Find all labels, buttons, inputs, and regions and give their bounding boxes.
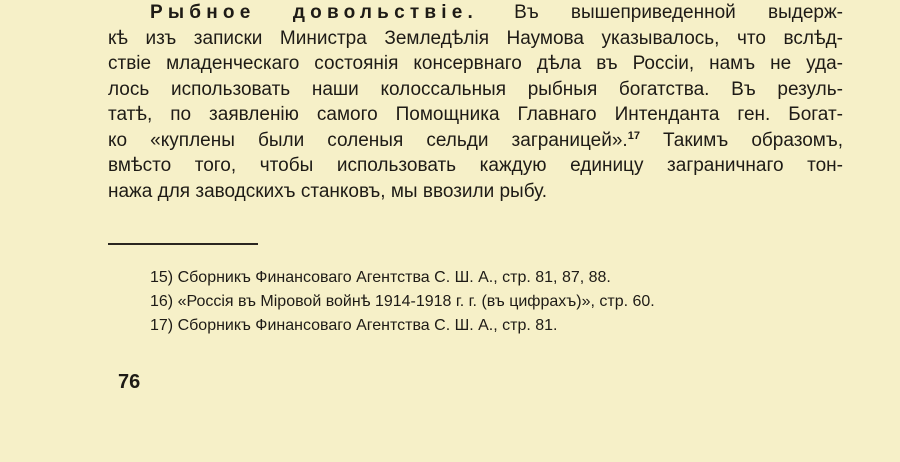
paragraph-line-7: вмѣсто того, чтобы использовать каждую единицу заграничнаго тон- [108, 155, 843, 176]
line-text [108, 130, 640, 151]
line-text: Въ вышеприведенной выдерж- [514, 2, 843, 23]
footnote-16: 16) «Россія въ Міровой войнѣ 1914-1918 г. г. (въ цифрахъ)», стр. 60. [150, 293, 655, 310]
line-text-before-ref: ко «куплены были соленыя сельди заграницей». [108, 129, 628, 151]
paragraph-line-3: ствіе младенческаго состоянія консервнаго дѣла въ Россіи, намъ не уда- [108, 53, 843, 74]
section-heading: Рыбное довольствіе. [150, 2, 478, 23]
footnote-reference: 17 [627, 129, 640, 142]
paragraph-line-6 [108, 128, 843, 154]
footnote-17: 17) Сборникъ Финансоваго Агентства С. Ш. А., стр. 81. [150, 317, 558, 334]
paragraph-line-4: лось использовать наши колоссальныя рыбныя богатства. Въ резуль- [108, 78, 843, 100]
paragraph-line-8: нажа для заводскихъ станковъ, мы ввозили рыбу. [108, 180, 548, 202]
main-paragraph [108, 0, 843, 204]
paragraph-line-1 [108, 0, 843, 26]
paragraph-line-2: кѣ изъ записки Министра Земледѣлія Наумова указывалось, что вслѣд- [108, 27, 843, 49]
footnote-divider [108, 243, 258, 245]
page-number: 76 [118, 371, 141, 393]
footnote-15: 15) Сборникъ Финансоваго Агентства С. Ш. А., стр. 81, 87, 88. [150, 269, 611, 286]
line-text-after-ref: Такимъ образомъ, [663, 129, 843, 151]
footnotes-block [150, 266, 655, 338]
paragraph-line-5: татѣ, по заявленію самого Помощника Главнаго Интенданта ген. Богат- [108, 104, 843, 125]
